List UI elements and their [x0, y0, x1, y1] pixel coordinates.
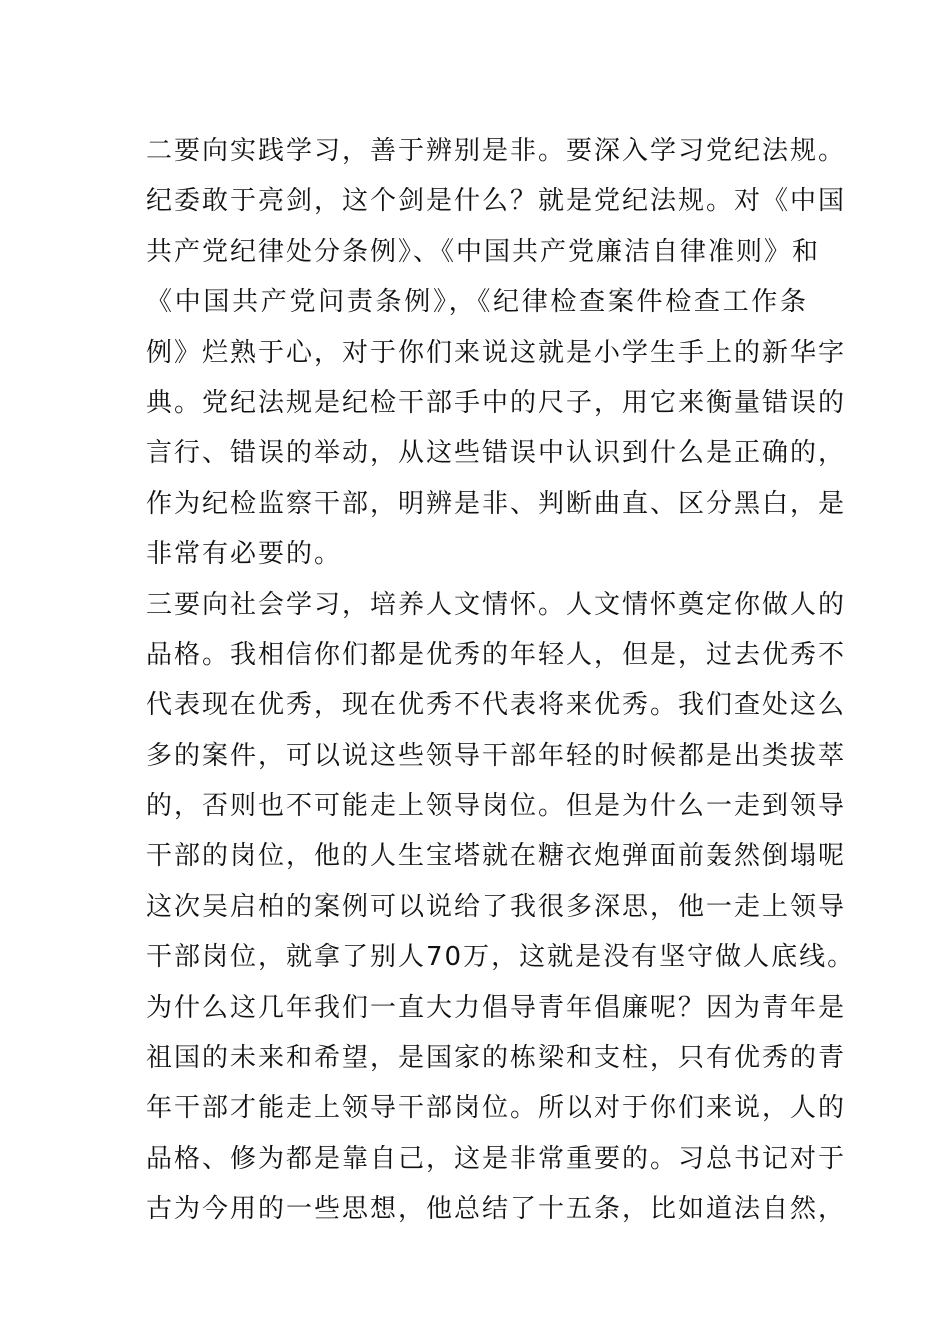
- text-line: 这次吴启柏的案例可以说给了我很多深思，他一走上领导: [146, 891, 847, 922]
- text-line: 纪委敢于亮剑，这个剑是什么？就是党纪法规。对《中国: [146, 186, 847, 217]
- text-line: 祖国的未来和希望，是国家的栋梁和支柱，只有优秀的青: [146, 1043, 847, 1074]
- text-line: 二要向实践学习，善于辨别是非。要深入学习党纪法规。: [146, 136, 847, 166]
- text-line: 干部的岗位，他的人生宝塔就在糖衣炮弹面前轰然倒塌呢: [146, 841, 847, 872]
- text-line: 代表现在优秀，现在优秀不代表将来优秀。我们查处这么: [146, 690, 847, 721]
- paragraph-practice-learning: [146, 126, 847, 580]
- text-line: 的，否则也不可能走上领导岗位。但是为什么一走到领导: [146, 791, 847, 822]
- paragraph-society-learning: [146, 580, 856, 1235]
- text-line: 品格。我相信你们都是优秀的年轻人，但是，过去优秀不: [146, 639, 847, 670]
- text-line: 多的案件，可以说这些领导干部年轻的时候都是出类拔萃: [146, 740, 847, 771]
- text-line: 典。党纪法规是纪检干部手中的尺子，用它来衡量错误的: [146, 387, 847, 418]
- text-line: 古为今用的一些思想，他总结了十五条，比如道法自然，: [146, 1194, 847, 1225]
- text-line: 品格、修为都是靠自己，这是非常重要的。习总书记对于: [146, 1143, 847, 1174]
- text-line: 言行、错误的举动，从这些错误中认识到什么是正确的，: [146, 438, 847, 469]
- text-line: 共产党纪律处分条例》、《中国共产党廉洁自律准则》和: [146, 236, 821, 267]
- text-line: 例》烂熟于心，对于你们来说这就是小学生手上的新华字: [146, 337, 847, 368]
- text-line: 《中国共产党问责条例》，《纪律检查案件检查工作条: [146, 287, 808, 318]
- text-line: 三要向社会学习，培养人文情怀。人文情怀奠定你做人的: [146, 589, 847, 620]
- document-body: [146, 126, 856, 1235]
- text-line: 作为纪检监察干部，明辨是非、判断曲直、区分黑白，是: [146, 488, 847, 519]
- text-line: 干部岗位，就拿了别人70万，这就是没有坚守做人底线。: [146, 942, 856, 973]
- text-line: 非常有必要的。: [146, 539, 343, 570]
- text-line: 年干部才能走上领导干部岗位。所以对于你们来说，人的: [146, 1093, 847, 1124]
- text-line: 为什么这几年我们一直大力倡导青年倡廉呢？因为青年是: [146, 992, 847, 1023]
